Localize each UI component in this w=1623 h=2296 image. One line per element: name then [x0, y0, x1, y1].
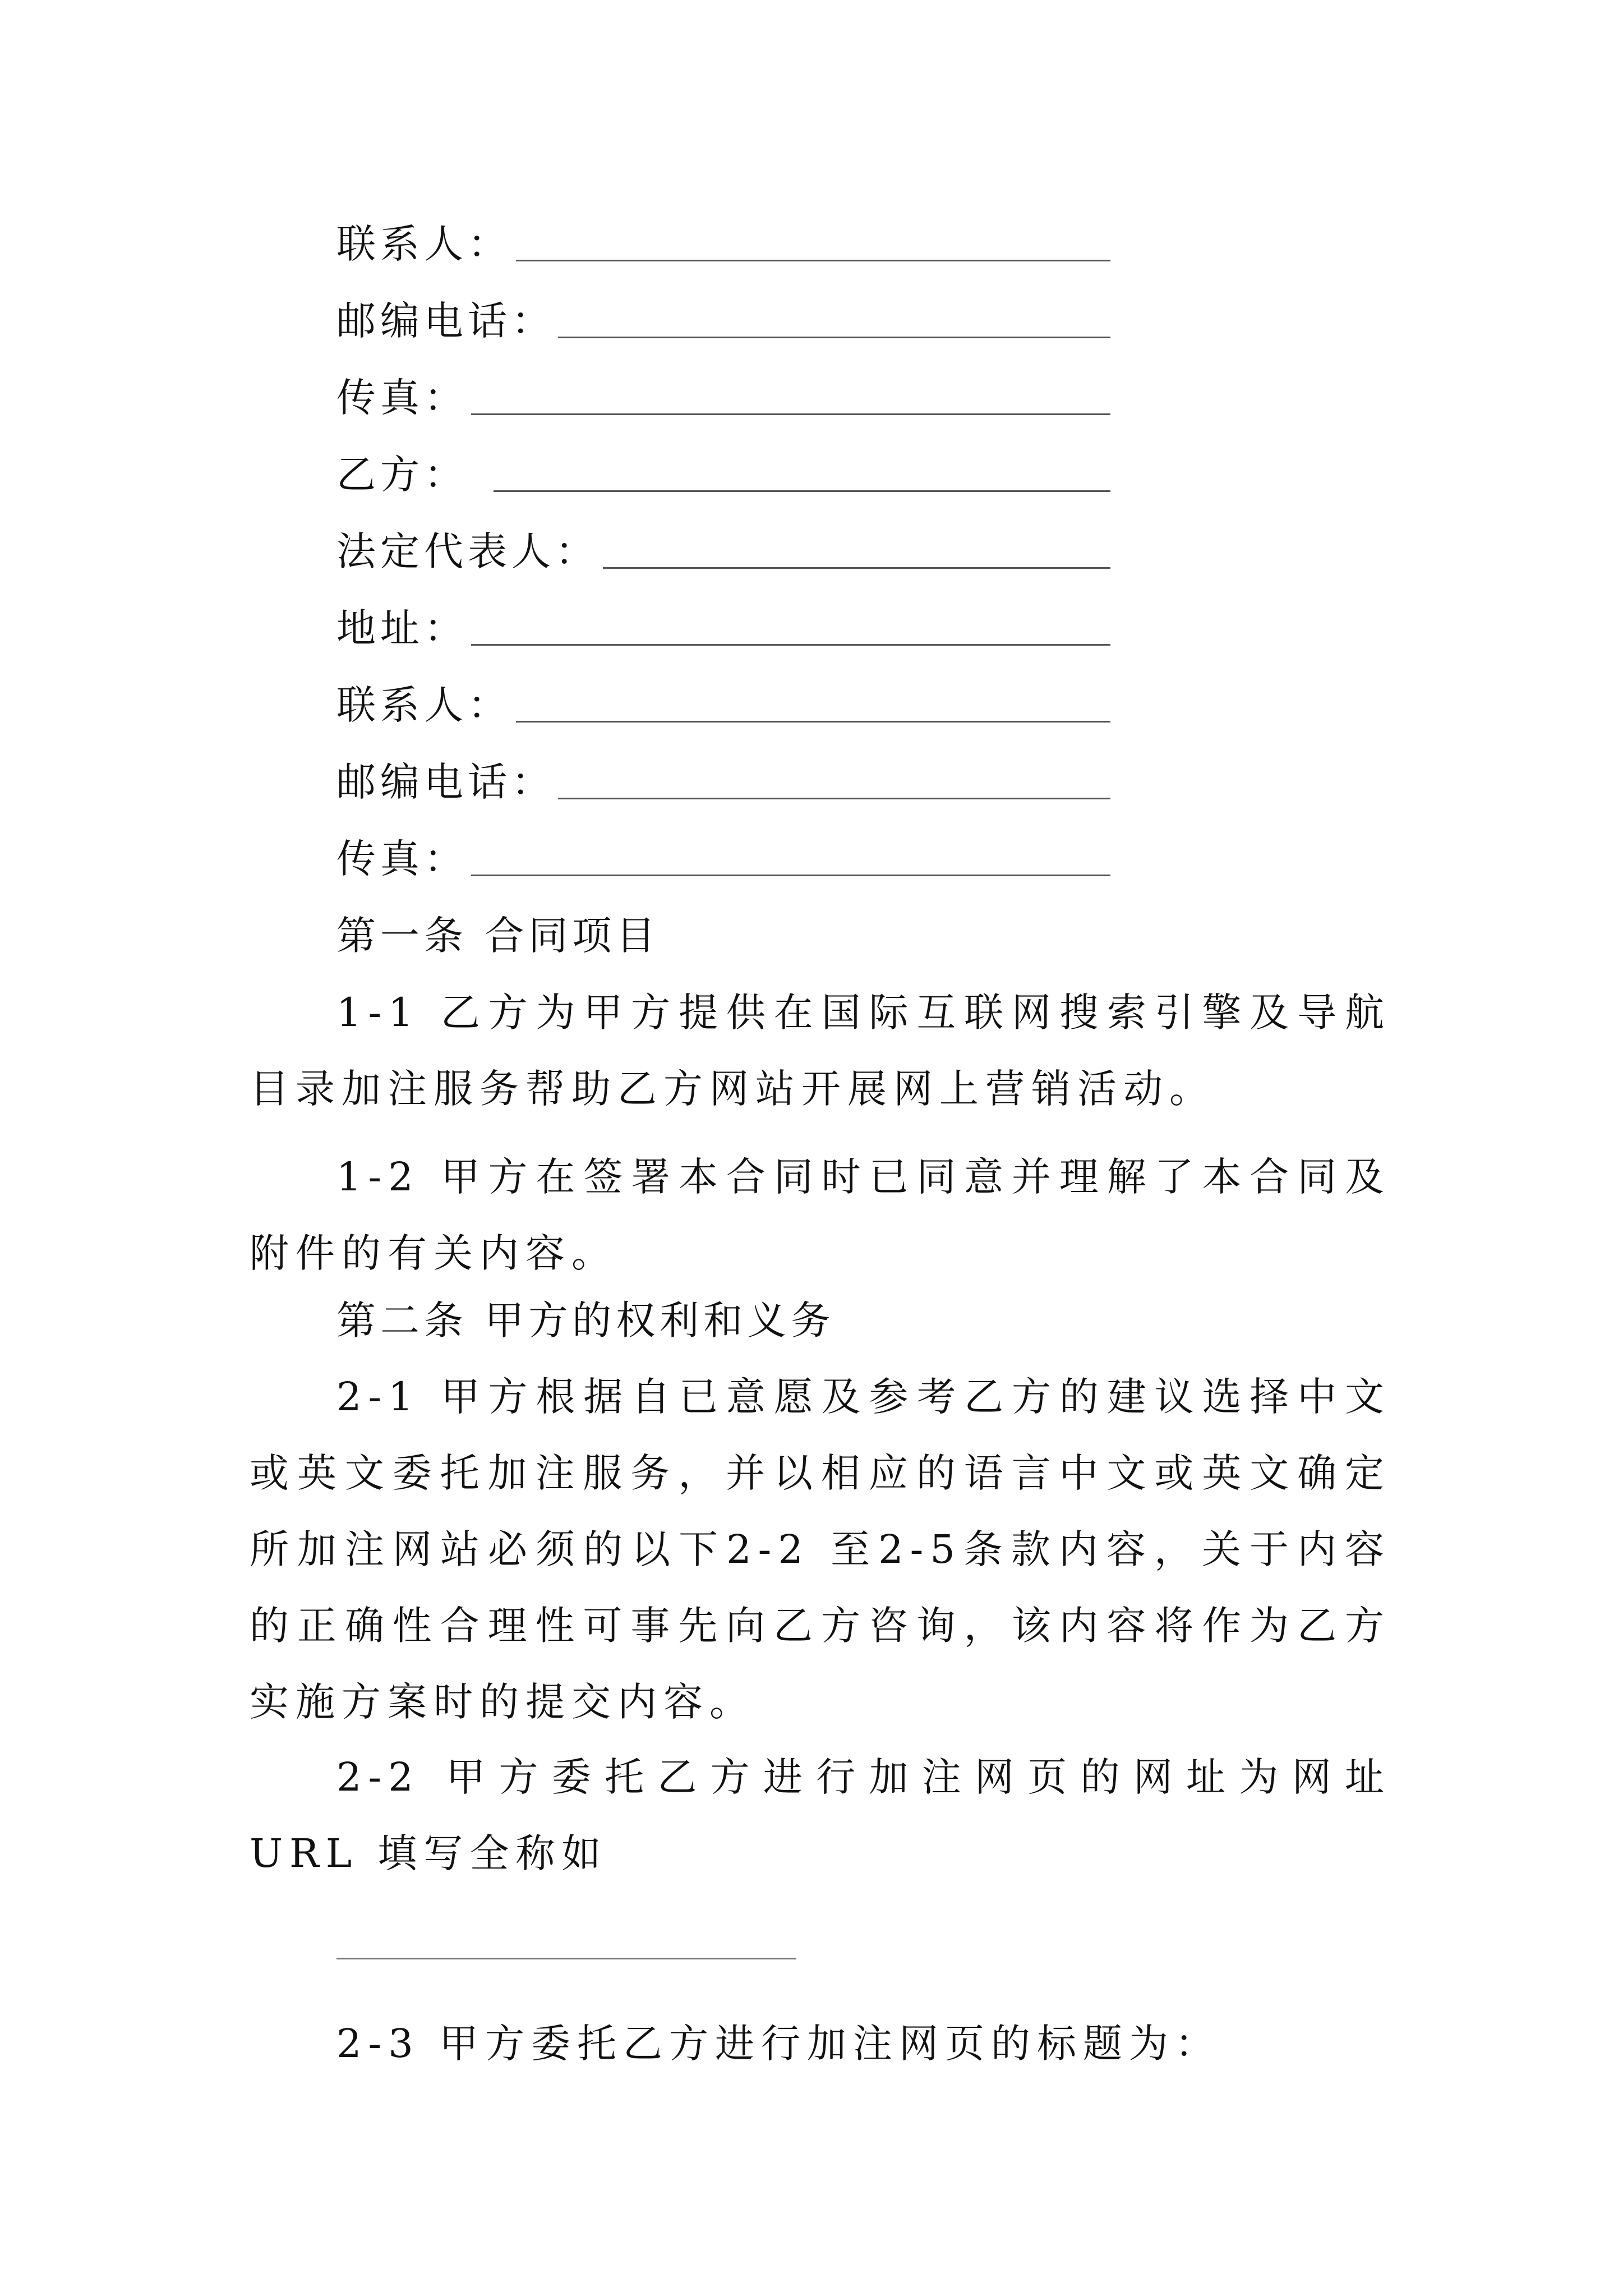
party-b-label: 乙方： [336, 452, 468, 498]
party-a-contact-blank[interactable] [516, 260, 1110, 261]
party-b-postcode-phone-label: 邮编电话： [336, 759, 555, 805]
party-b-legal-rep-field [336, 526, 1110, 577]
article-1-clause-1: 1-1 乙方为甲方提供在国际互联网搜索引擎及导航目录加注服务帮助乙方网站开展网上营销活动。 [250, 990, 1391, 1112]
article-2-heading: 第二条 甲方的权利和义务 [336, 1297, 835, 1343]
party-b-legal-rep-blank[interactable] [603, 567, 1110, 569]
party-b-contact-label: 联系人： [336, 682, 511, 728]
party-a-contact-label: 联系人： [336, 221, 511, 267]
party-b-blank[interactable] [494, 490, 1110, 492]
party-a-fax-label: 传真： [336, 375, 468, 421]
party-b-fax-field [336, 834, 1110, 884]
party-a-contact-field [336, 219, 1110, 269]
party-b-contact-blank[interactable] [516, 721, 1110, 723]
party-b-address-label: 地址： [336, 605, 468, 651]
party-a-fax-field [336, 372, 1110, 423]
party-b-address-field [336, 603, 1110, 654]
party-b-address-blank[interactable] [471, 644, 1110, 646]
party-b-postcode-phone-field [336, 757, 1110, 807]
url-fill-blank[interactable] [336, 1958, 796, 1959]
party-b-fax-label: 传真： [336, 836, 468, 882]
article-1-heading: 第一条 合同项目 [336, 913, 660, 959]
article-2-clause-3: 2-3 甲方委托乙方进行加注网页的标题为： [336, 2021, 1221, 2067]
party-b-legal-rep-label: 法定代表人： [336, 528, 599, 574]
party-b-postcode-phone-blank[interactable] [558, 798, 1110, 799]
party-b-field [336, 449, 1110, 500]
party-a-postcode-phone-label: 邮编电话： [336, 298, 555, 344]
article-2-clause-2: 2-2 甲方委托乙方进行加注网页的网址为网址 URL 填写全称如 [250, 1754, 1391, 1876]
party-a-postcode-phone-field [336, 296, 1110, 346]
article-1-clause-2: 1-2 甲方在签署本合同时已同意并理解了本合同及附件的有关内容。 [250, 1154, 1391, 1276]
party-a-fax-blank[interactable] [471, 413, 1110, 415]
article-2-clause-1: 2-1 甲方根据自已意愿及参考乙方的建议选择中文或英文委托加注服务，并以相应的语言中文或英文确定所加注网站必须的以下2-2 至2-5条款内容，关于内容的正确性合理性可事先向乙方咨询，该内容将作为乙方实施方案时的提交内容。 [250, 1374, 1391, 1725]
party-b-fax-blank[interactable] [471, 875, 1110, 876]
party-a-postcode-phone-blank[interactable] [558, 337, 1110, 338]
party-b-contact-field [336, 680, 1110, 730]
